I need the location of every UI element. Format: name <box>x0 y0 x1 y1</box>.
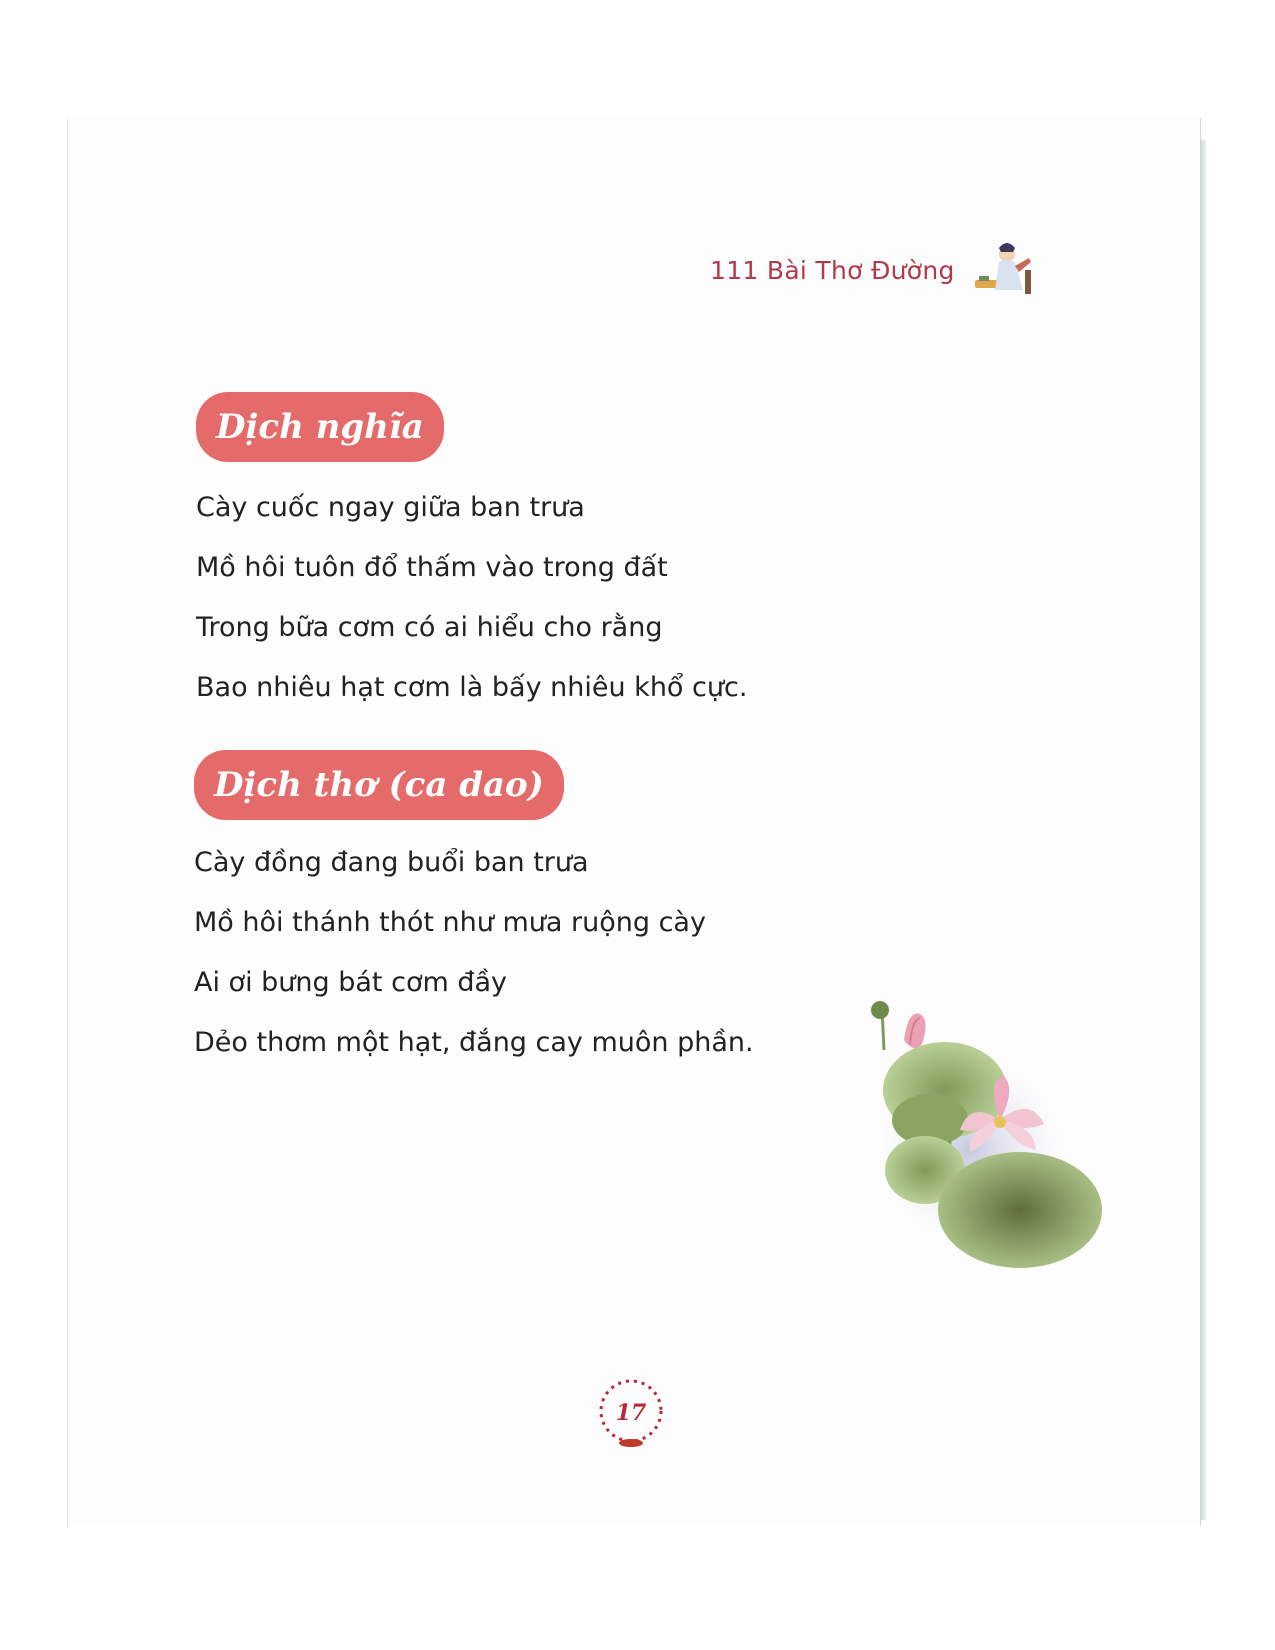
verse-line: Mồ hôi tuôn đổ thấm vào trong đất <box>196 552 668 583</box>
book-title: 111 Bài Thơ Đường <box>710 255 955 285</box>
section-heading-poem-translation: Dịch thơ (ca dao) <box>194 750 564 820</box>
verse-line: Cày cuốc ngay giữa ban trưa <box>196 492 585 523</box>
verse-line: Mồ hôi thánh thót như mưa ruộng cày <box>194 907 706 938</box>
lotus-illustration <box>860 1000 1120 1290</box>
running-header <box>710 240 1039 300</box>
page-number-badge <box>595 1377 667 1449</box>
section-heading-translation: Dịch nghĩa <box>196 392 444 462</box>
verse-line: Bao nhiêu hạt cơm là bấy nhiêu khổ cực. <box>196 672 748 703</box>
book-page <box>68 118 1200 1526</box>
verse-line: Ai ơi bưng bát cơm đầy <box>194 967 508 998</box>
verse-line: Dẻo thơm một hạt, đắng cay muôn phần. <box>194 1027 754 1058</box>
verse-line: Trong bữa cơm có ai hiểu cho rằng <box>196 612 663 643</box>
verse-translation <box>196 478 747 718</box>
scholar-icon <box>969 240 1039 300</box>
page-number: 17 <box>615 1400 647 1426</box>
verse-line: Cày đồng đang buổi ban trưa <box>194 847 589 878</box>
verse-poem <box>194 833 754 1073</box>
page-edge <box>1200 140 1206 1520</box>
